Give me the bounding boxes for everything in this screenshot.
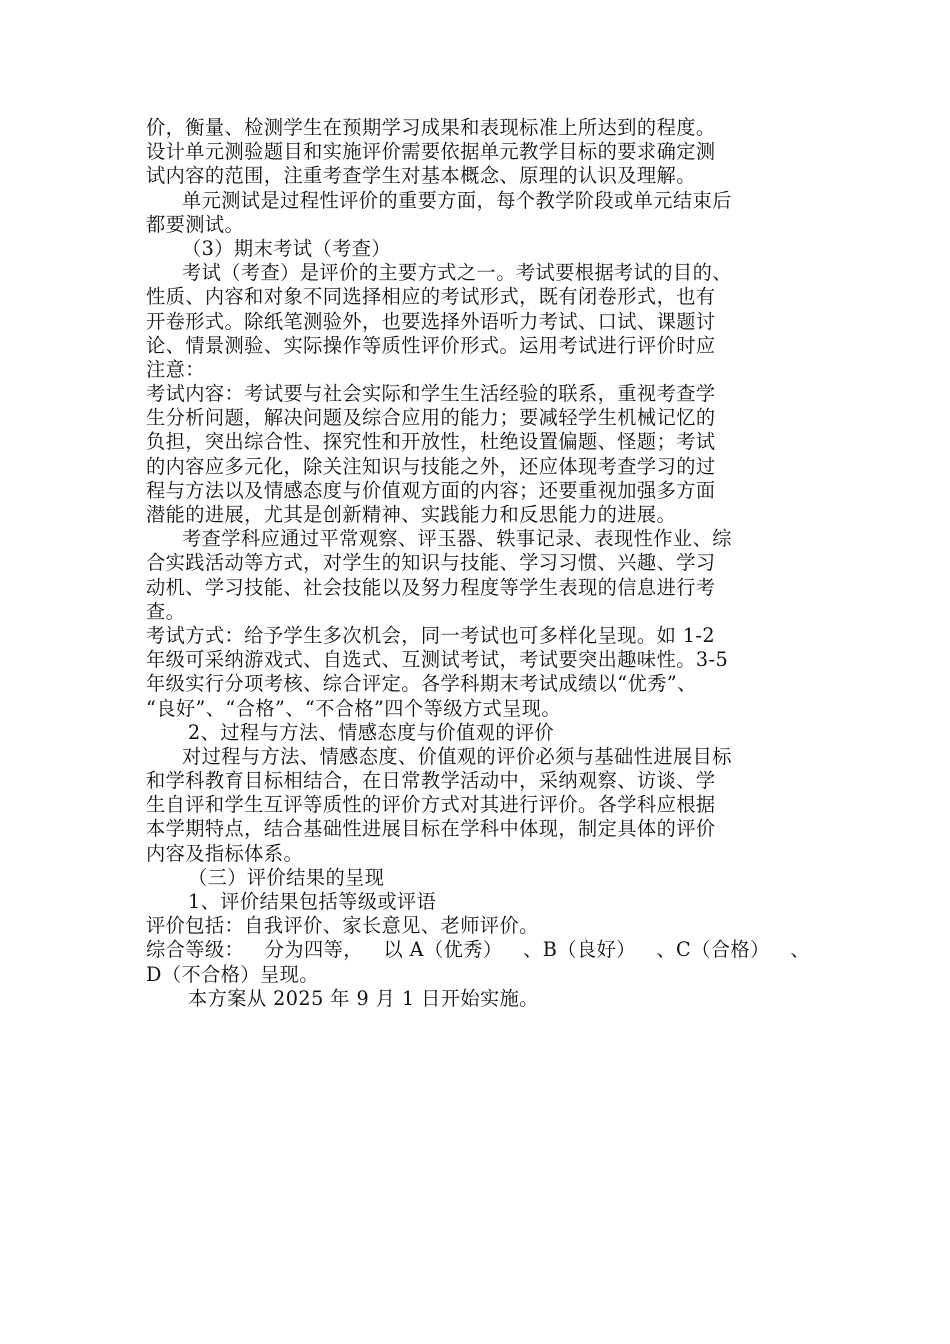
paragraph-line: 价，衡量、检测学生在预期学习成果和表现标准上所达到的程度。 — [146, 116, 716, 139]
paragraph-line: 考查学科应通过平常观察、评玉器、轶事记录、表现性作业、综 — [182, 527, 732, 551]
grades-line — [146, 938, 810, 962]
paragraph-line: 都要测试。 — [146, 212, 245, 236]
paragraph-line: “良好”、“合格”、“不合格”四个等级方式呈现。 — [146, 696, 562, 720]
paragraph-line: 潜能的进展，尤其是创新精神、实践能力和反思能力的进展。 — [146, 503, 677, 526]
paragraph-line: 注意： — [146, 357, 205, 381]
grades-part: 、C（合格） — [656, 938, 770, 962]
paragraph-line: 程与方法以及情感态度与价值观方面的内容；还要重视加强多方面 — [146, 478, 716, 502]
paragraph-line: 生自评和学生互评等质性的评价方式对其进行评价。各学科应根据 — [146, 793, 716, 817]
paragraph-line: 开卷形式。除纸笔测验外，也要选择外语听力考试、口试、课题讨 — [146, 309, 716, 333]
grades-part: 分为四等， — [264, 938, 363, 962]
document-page — [146, 116, 810, 1011]
paragraph-line: 对过程与方法、情感态度、价值观的评价必须与基础性进展目标 — [182, 744, 732, 768]
paragraph-line: 和学科教育目标相结合，在日常教学活动中，采纳观察、访谈、学 — [146, 769, 716, 793]
paragraph-line: 论、情景测验、实际操作等质性评价形式。运用考试进行评价时应 — [146, 333, 716, 357]
paragraph-line: 负担，突出综合性、探究性和开放性，杜绝设置偏题、怪题；考试 — [146, 430, 716, 454]
paragraph-line: 年级可采纳游戏式、自选式、互测试考试，考试要突出趣味性。3-5 — [146, 648, 729, 672]
grades-part: 、B（良好） — [523, 938, 636, 962]
grades-part: 以 A（优秀） — [383, 938, 503, 962]
section-heading: 1、评价结果包括等级或评语 — [188, 890, 437, 913]
section-heading: 2、过程与方法、情感态度与价值观的评价 — [188, 720, 555, 744]
section-heading: （三）评价结果的呈现 — [188, 865, 385, 889]
paragraph-line: 的内容应多元化，除关注知识与技能之外，还应体现考查学习的过 — [146, 454, 716, 478]
section-heading: （3）期末考试（考查） — [182, 236, 392, 260]
paragraph-line: 单元测试是过程性评价的重要方面，每个教学阶段或单元结束后 — [182, 188, 732, 212]
paragraph-line: 设计单元测验题目和实施评价需要依据单元教学目标的要求确定测 — [146, 140, 716, 164]
closing-line: 本方案从 2025 年 9 月 1 日开始实施。 — [188, 986, 539, 1010]
paragraph-line: 评价包括：自我评价、家长意见、老师评价。 — [146, 914, 539, 938]
paragraph-line: 试内容的范围，注重考查学生对基本概念、原理的认识及理解。 — [146, 164, 696, 188]
paragraph-line: D（不合格）呈现。 — [146, 962, 319, 986]
paragraph-line: 考试内容：考试要与社会实际和学生生活经验的联系，重视考查学 — [146, 382, 716, 406]
paragraph-line: 生分析问题，解决问题及综合应用的能力；要减轻学生机械记忆的 — [146, 406, 716, 430]
grades-part: 、 — [790, 938, 810, 962]
grades-part: 综合等级： — [146, 938, 245, 962]
paragraph-line: 本学期特点，结合基础性进展目标在学科中体现，制定具体的评价 — [146, 817, 716, 841]
paragraph-line: 查。 — [146, 599, 186, 623]
paragraph-line: 性质、内容和对象不同选择相应的考试形式，既有闭卷形式，也有 — [146, 285, 716, 309]
paragraph-line: 考试方式：给予学生多次机会，同一考试也可多样化呈现。如 1-2 — [146, 623, 716, 647]
paragraph-line: 年级实行分项考核、综合评定。各学科期末考试成绩以“优秀”、 — [146, 672, 697, 696]
paragraph-line: 考试（考查）是评价的主要方式之一。考试要根据考试的目的、 — [182, 261, 732, 285]
paragraph-line: 合实践活动等方式，对学生的知识与技能、学习习惯、兴趣、学习 — [146, 551, 716, 575]
paragraph-line: 动机、学习技能、社会技能以及努力程度等学生表现的信息进行考 — [146, 575, 716, 599]
paragraph-line: 内容及指标体系。 — [146, 841, 304, 865]
